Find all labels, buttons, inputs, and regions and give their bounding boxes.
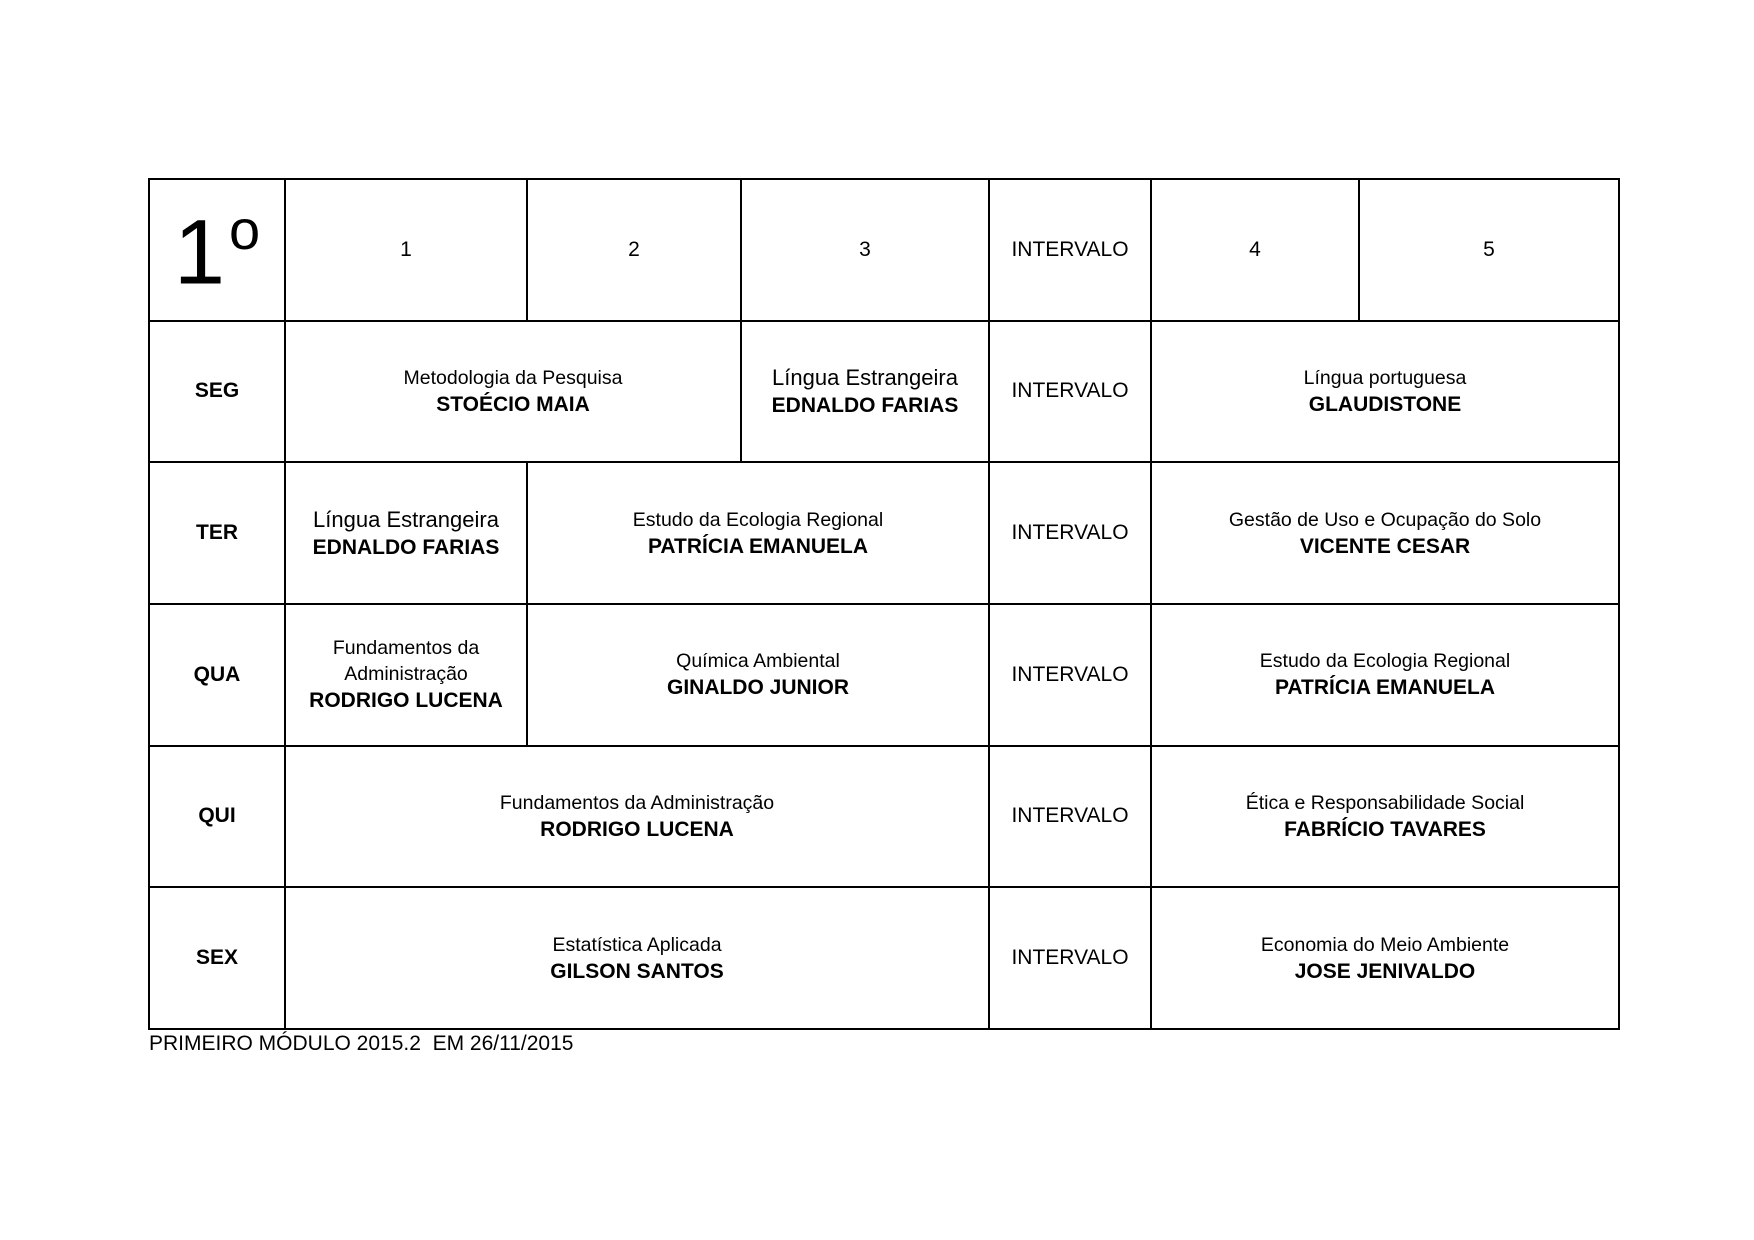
day-label: QUA [149, 604, 285, 746]
day-row-ter [149, 462, 1619, 604]
break-cell: INTERVALO [989, 887, 1151, 1029]
teacher-name: EDNALDO FARIAS [771, 393, 959, 417]
day-row-seg [149, 321, 1619, 463]
subject-name: Língua Estrangeira [772, 364, 958, 390]
break-header: INTERVALO [989, 179, 1151, 321]
module-number: 1 [173, 202, 225, 305]
subject-name: Estudo da Ecologia Regional [632, 508, 884, 531]
class-block [741, 321, 989, 463]
teacher-name: RODRIGO LUCENA [309, 689, 503, 713]
class-block [1151, 746, 1619, 888]
class-block [285, 462, 527, 604]
schedule-table [148, 178, 1620, 1030]
subject-name: Metodologia da Pesquisa [403, 366, 623, 389]
class-block [1151, 604, 1619, 746]
subject-name-line-1: Fundamentos da [332, 637, 480, 660]
teacher-name: JOSE JENIVALDO [1294, 959, 1476, 983]
subject-name: Estudo da Ecologia Regional [1259, 650, 1511, 673]
period-3-header: 3 [741, 179, 989, 321]
teacher-name: GILSON SANTOS [550, 959, 724, 983]
teacher-name: STOÉCIO MAIA [436, 392, 590, 416]
subject-name: Ética e Responsabilidade Social [1245, 791, 1525, 814]
module-ordinal: o [229, 198, 261, 262]
class-block [285, 604, 527, 746]
period-4-header: 4 [1151, 179, 1359, 321]
class-block [285, 746, 989, 888]
break-cell: INTERVALO [989, 462, 1151, 604]
day-label: TER [149, 462, 285, 604]
class-block [285, 321, 741, 463]
subject-name-line-2: Administração [344, 663, 468, 686]
class-block [285, 887, 989, 1029]
teacher-name: PATRÍCIA EMANUELA [647, 534, 869, 558]
teacher-name: GLAUDISTONE [1308, 392, 1462, 416]
class-block [1151, 321, 1619, 463]
subject-name: Língua Estrangeira [313, 506, 499, 532]
period-5-header: 5 [1359, 179, 1619, 321]
class-block [527, 462, 989, 604]
teacher-name: EDNALDO FARIAS [312, 535, 500, 559]
day-row-qua [149, 604, 1619, 746]
teacher-name: PATRÍCIA EMANUELA [1274, 676, 1496, 700]
day-label: QUI [149, 746, 285, 888]
break-cell: INTERVALO [989, 321, 1151, 463]
subject-name: Gestão de Uso e Ocupação do Solo [1228, 508, 1542, 531]
teacher-name: RODRIGO LUCENA [540, 817, 734, 841]
subject-name: Estatística Aplicada [552, 933, 722, 956]
period-2-header: 2 [527, 179, 741, 321]
period-1-header: 1 [285, 179, 527, 321]
class-block [1151, 462, 1619, 604]
module-label [149, 179, 285, 321]
day-row-sex [149, 887, 1619, 1029]
break-cell: INTERVALO [989, 604, 1151, 746]
day-label: SEX [149, 887, 285, 1029]
teacher-name: FABRÍCIO TAVARES [1284, 817, 1486, 841]
break-cell: INTERVALO [989, 746, 1151, 888]
day-label: SEG [149, 321, 285, 463]
header-row [149, 179, 1619, 321]
footer-note: PRIMEIRO MÓDULO 2015.2 EM 26/11/2015 [149, 1032, 574, 1055]
teacher-name: GINALDO JUNIOR [666, 676, 849, 700]
subject-name: Economia do Meio Ambiente [1260, 933, 1510, 956]
day-row-qui [149, 746, 1619, 888]
subject-name: Língua portuguesa [1303, 366, 1467, 389]
teacher-name: VICENTE CESAR [1299, 534, 1471, 558]
subject-name: Química Ambiental [676, 650, 840, 673]
subject-name: Fundamentos da Administração [499, 791, 775, 814]
class-block [1151, 887, 1619, 1029]
class-block [527, 604, 989, 746]
